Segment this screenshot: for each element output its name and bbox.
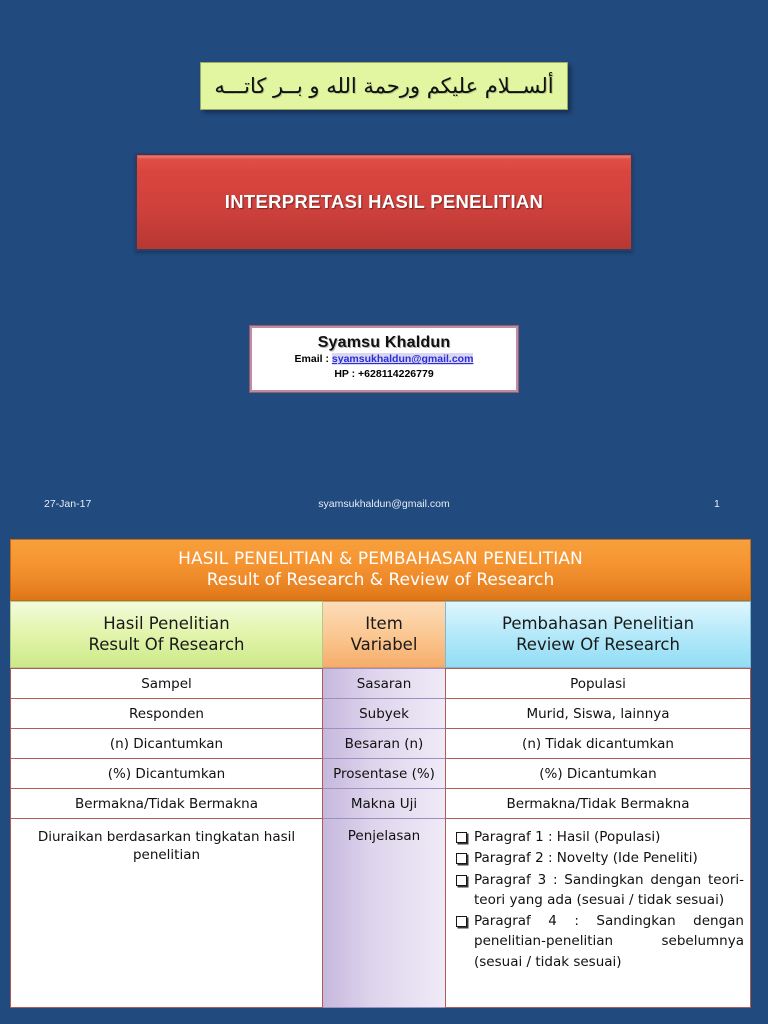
footer-date: 27-Jan-17 (44, 498, 92, 510)
table-row (10, 788, 751, 818)
author-email-line (252, 352, 516, 367)
cell-result: Responden (10, 698, 323, 728)
cell-review-detail (445, 818, 751, 1008)
arabic-greeting-box (200, 62, 568, 110)
cell-item: Besaran (n) (323, 728, 445, 758)
cell-review: Bermakna/Tidak Bermakna (445, 788, 751, 818)
list-item-label: Paragraf 2 : Novelty (Ide Peneliti) (474, 850, 698, 867)
author-email-link[interactable]: syamsukhaldun@gmail.com (331, 353, 474, 366)
list-item (456, 848, 744, 868)
cell-result: (n) Dicantumkan (10, 728, 323, 758)
cell-item: Prosentase (%) (323, 758, 445, 788)
cell-result: Sampel (10, 668, 323, 698)
presentation-title: INTERPRETASI HASIL PENELITIAN (224, 191, 544, 212)
checkbox-bullet-icon (456, 916, 467, 927)
list-item (456, 870, 744, 911)
slide-comparison-table (0, 534, 768, 1024)
list-item (456, 911, 744, 972)
table-row (10, 668, 751, 698)
cell-result: (%) Dicantumkan (10, 758, 323, 788)
cell-item: Sasaran (323, 668, 445, 698)
list-item-label: Paragraf 1 : Hasil (Populasi) (474, 829, 661, 845)
column-header-line1: Pembahasan Penelitian (501, 614, 695, 634)
author-email-label: Email : (294, 353, 332, 366)
table-row (10, 758, 751, 788)
cell-review: Populasi (445, 668, 751, 698)
column-header-line2: Result Of Research (88, 634, 245, 654)
list-item (456, 827, 744, 847)
cell-result-detail (10, 818, 323, 1008)
author-phone: HP : +628114226779 (334, 368, 434, 381)
checkbox-bullet-icon (456, 875, 467, 886)
table-title-sub: Result of Research & Review of Research (206, 570, 555, 590)
table-row-detail (10, 818, 751, 1008)
column-header-pembahasan-penelitian (445, 601, 751, 668)
table-column-headers (10, 601, 751, 668)
column-header-line2: Variabel (350, 634, 418, 654)
cell-item: Makna Uji (323, 788, 445, 818)
list-item-label: Paragraf 3 : Sandingkan dengan teori-teori yang ada (sesuai / tidak sesuai) (474, 871, 744, 908)
cell-result: Bermakna/Tidak Bermakna (10, 788, 323, 818)
column-header-line2: Review Of Research (516, 634, 680, 654)
column-header-line1: Hasil Penelitian (103, 614, 230, 634)
cell-review: (n) Tidak dicantumkan (445, 728, 751, 758)
author-name: Syamsu Khaldun (317, 334, 451, 351)
presentation-title-banner (135, 153, 633, 251)
column-header-line1: Item (365, 614, 403, 634)
checkbox-bullet-icon (456, 832, 467, 843)
table-row (10, 728, 751, 758)
cell-result-detail-text: Diuraikan berdasarkan tingkatan hasil penelitian (37, 829, 296, 864)
column-header-item-variabel (323, 601, 445, 668)
slide-footer (0, 498, 768, 518)
table-row (10, 698, 751, 728)
arabic-greeting-text: ألســلام عليكم ورحمة الله و بــر كاتـــه (214, 73, 554, 98)
footer-email: syamsukhaldun@gmail.com (318, 498, 450, 510)
author-card (250, 326, 518, 392)
checkbox-bullet-icon (456, 853, 467, 864)
column-header-hasil-penelitian (10, 601, 323, 668)
table-title-main: HASIL PENELITIAN & PEMBAHASAN PENELITIAN (178, 548, 583, 569)
table-title-bar (10, 539, 751, 601)
comparison-table (10, 539, 751, 1008)
cell-item: Subyek (323, 698, 445, 728)
cell-item-detail: Penjelasan (323, 818, 445, 1008)
cell-review: (%) Dicantumkan (445, 758, 751, 788)
cell-review: Murid, Siswa, lainnya (445, 698, 751, 728)
list-item-label: Paragraf 4 : Sandingkan dengan penelitian-penelitian sebelumnya (sesuai / tidak sesuai) (474, 913, 744, 970)
footer-page-number: 1 (714, 498, 720, 510)
